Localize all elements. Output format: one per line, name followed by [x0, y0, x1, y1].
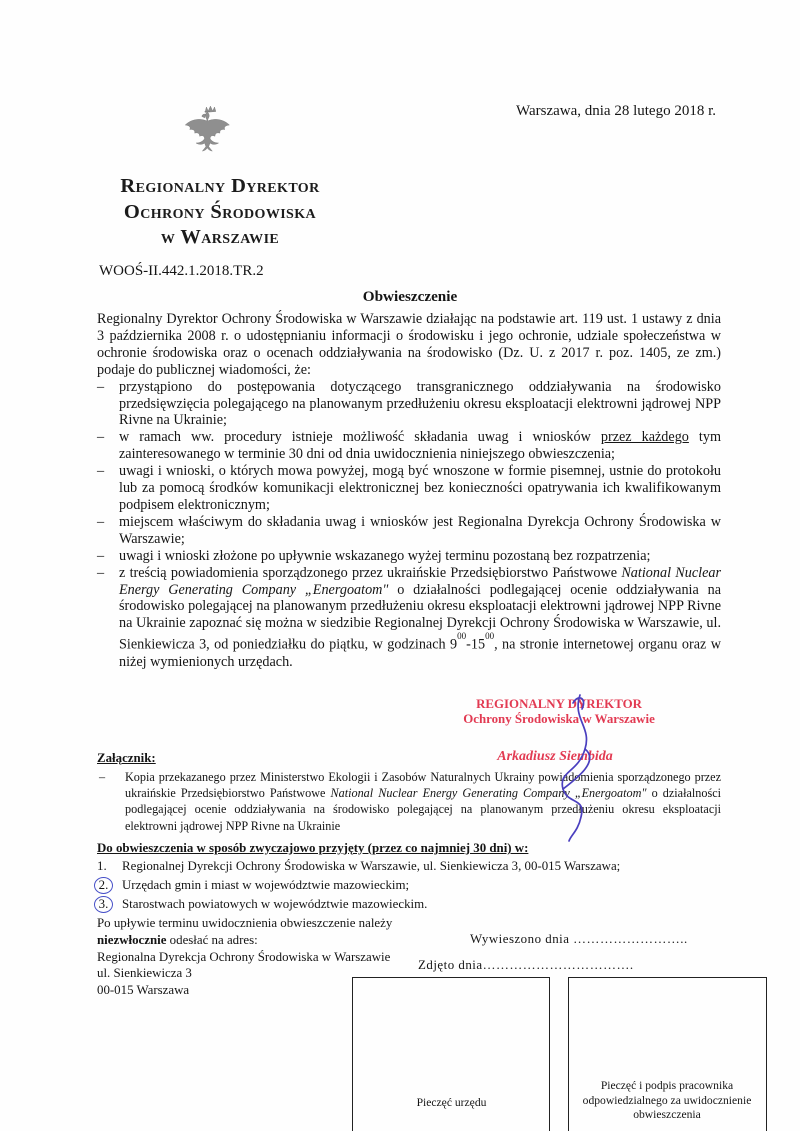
- attachment-text-pre: Kopia przekazanego przez Ministerstwo Ekologii i Zasobów Naturalnych Ukrainy powiadomienia sporządzonego przez ukraińskie Przedsiębiorstwo Państwowe: [125, 770, 721, 801]
- office-stamp: [448, 697, 670, 726]
- return-line2-rest: odesłać na adres:: [166, 932, 258, 947]
- hours-superscript: 00: [485, 630, 495, 641]
- bullet-item-5: [97, 548, 721, 565]
- bullet-6-hours-dash: -15: [466, 636, 486, 653]
- bullet-6-company-italic: National Nuclear Energy Generating Company „Energoatom": [119, 564, 722, 598]
- posting-item-2: [97, 876, 721, 895]
- letterhead-line2: Ochrony Środowiska: [123, 200, 317, 223]
- return-bold-word: niezwłocznie: [97, 932, 167, 947]
- posted-date-line: Wywieszono dnia ……………………..: [470, 932, 688, 946]
- employee-stamp-box-label: Pieczęć i podpis pracownika odpowiedzialnego za uwidocznienie obwieszczenia: [582, 1079, 752, 1121]
- bullet-2-text-post: tym zainteresowanego w terminie 30 dni od dnia uwidocznienia niniejszego obwieszczenia;: [119, 429, 721, 463]
- posting-heading: Do obwieszczenia w sposób zwyczajowo przyjęty (przez co najmniej 30 dni) w:: [97, 841, 529, 855]
- bullet-marker: –: [97, 429, 105, 446]
- return-address-1: Regionalna Dyrekcja Ochrony Środowiska w Warszawie: [97, 949, 391, 964]
- return-line2: [97, 932, 427, 949]
- bullet-4-text: miejscem właściwym do składania uwag i wniosków jest Regionalna Dyrekcja Ochrony Środowiska w Warszawie;: [119, 513, 721, 547]
- reference-number: WOOŚ-II.442.1.2018.TR.2: [99, 263, 264, 279]
- return-line1: Po upływie terminu uwidocznienia obwieszczenie należy: [97, 916, 393, 930]
- posting-item-3-number-circled: 3.: [94, 896, 113, 913]
- attachment-company-italic: National Nuclear Energy Generating Company „Energoatom": [330, 786, 647, 801]
- removed-date-line: Zdjęto dnia…………………………….: [418, 958, 634, 972]
- intro-paragraph: Regionalny Dyrektor Ochrony Środowiska w Warszawie działając na podstawie art. 119 ust. 1 ustawy z dnia 3 października 2008 r. o udostępnianiu informacji o środowisku i jego ochronie, udziale społeczeństwa w ochronie środowiska oraz o ocenach oddziaływania na środowisko (Dz. U. z 2017 r. poz. 1405, ze zm.) podaje do publicznej wiadomości, że:: [97, 311, 721, 378]
- bullet-3-text: uwagi i wnioski, o których mowa powyżej, mogą być wnoszone w formie pisemnej, ustnie do protokołu lub za pomocą środków komunikacji elektronicznej bez konieczności opatrywania ich kwalifikowanym podpisem elektronicznym;: [119, 463, 721, 513]
- bullet-1-text: przystąpiono do postępowania dotyczącego transgranicznego oddziaływania na środowisko przedsięwzięcia polegającego na planowanym przedłużeniu okresu eksploatacji elektrowni jądrowej NPP Rivne na Ukrainie;: [119, 378, 721, 429]
- document-title: Obwieszczenie: [362, 288, 458, 305]
- polish-eagle-emblem-icon: [183, 101, 237, 167]
- attachment-marker: –: [99, 770, 106, 784]
- bullet-5-text: uwagi i wnioski złożone po upływnie wskazanego wyżej terminu pozostaną bez rozpatrzenia;: [119, 547, 651, 564]
- bullet-marker: –: [97, 547, 105, 564]
- bullet-item-2: [97, 429, 721, 463]
- bullet-item-1: [97, 379, 721, 430]
- letterhead-line1: Regionalny Dyrektor: [120, 175, 320, 197]
- bullet-marker: –: [97, 513, 105, 530]
- posting-item-1-number: 1.: [97, 859, 107, 873]
- bullet-2-text-pre: w ramach ww. procedury istnieje możliwość składania uwag i wniosków: [119, 429, 601, 446]
- bullet-6-text-mid: o działalności podlegającej ocenie oddziaływania na środowisko polegającej na planowanym przedłużeniu okresu eksploatacji elektrowni jądrowej NPP Rivne na Ukrainie zapoznać się można w siedzibie Regionalnej Dyrekcji Ochrony Środowiska w Warszawie, ul. Sienkiewicza 3, od poniedziałku do piątku, w godzinach 9: [119, 581, 721, 653]
- posting-item-2-number-circled: 2.: [94, 877, 113, 894]
- office-stamp-box-label: Pieczęć urzędu: [416, 1096, 487, 1109]
- bullet-marker: –: [97, 564, 105, 581]
- letterhead-line3: w Warszawie: [160, 226, 280, 248]
- stamp-line2: Ochrony Środowiska w Warszawie: [463, 711, 655, 726]
- hours-superscript: 00: [457, 630, 467, 641]
- bullet-marker: –: [97, 378, 105, 395]
- date-line: Warszawa, dnia 28 lutego 2018 r.: [516, 103, 716, 119]
- return-address-2: ul. Sienkiewicza 3: [97, 966, 192, 981]
- posting-item-1: [97, 857, 721, 876]
- posting-list: [97, 857, 721, 914]
- document-body: [97, 311, 721, 671]
- letterhead: [60, 174, 380, 251]
- bullet-6-text-post: , na stronie internetowej organu oraz w niżej wymienionych urzędach.: [119, 636, 721, 670]
- posting-item-1-text: Regionalnej Dyrekcji Ochrony Środowiska w Warszawie, ul. Sienkiewicza 3, 00-015 Warszawa;: [122, 859, 621, 873]
- attachment-item: [97, 769, 721, 834]
- posting-item-3-text: Starostwach powiatowych w województwie mazowieckim.: [122, 897, 428, 911]
- attachment-text-post: o działalności podlegającej ocenie oddziaływania na środowisko polegającej na planowanym przedłużeniu okresu eksploatacji elektrowni jądrowej NPP Rivne na Ukrainie: [125, 786, 722, 833]
- bullet-item-6: [97, 565, 721, 671]
- bullet-marker: –: [97, 463, 105, 480]
- posting-item-3: [97, 895, 721, 914]
- bullet-item-4: [97, 514, 721, 548]
- bullet-2-underlined: przez każdego: [600, 429, 689, 446]
- bullet-6-text-pre: z treścią powiadomienia sporządzonego przez ukraińskie Przedsiębiorstwo Państwowe: [119, 564, 622, 581]
- posting-item-2-text: Urzędach gmin i miast w województwie mazowieckim;: [122, 878, 410, 892]
- return-address-3: 00-015 Warszawa: [97, 983, 190, 998]
- attachment-heading: Załącznik:: [97, 751, 156, 765]
- stamp-line1: REGIONALNY DYREKTOR: [476, 697, 642, 711]
- bullet-item-3: [97, 463, 721, 514]
- signature-name: Arkadiusz Siembida: [497, 749, 613, 764]
